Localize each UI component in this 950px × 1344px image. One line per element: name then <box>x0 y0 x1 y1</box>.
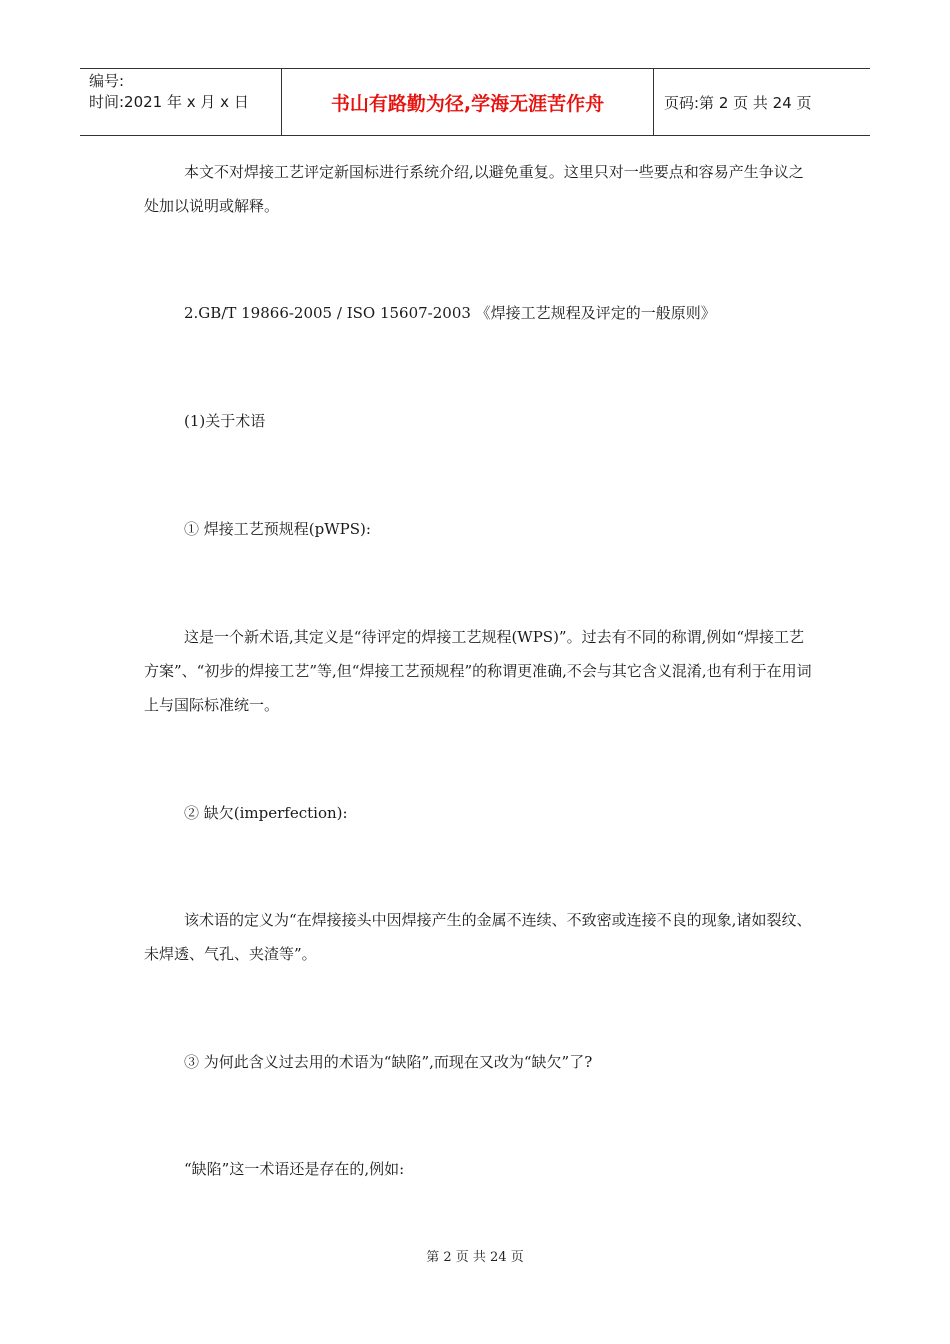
paragraph-pwps-definition: 这是一个新术语,其定义是“待评定的焊接工艺规程(WPS)”。过去有不同的称谓,例如“焊接工艺方案”、“初步的焊接工艺”等,但“焊接工艺预规程”的称谓更准确,不会与其它含义混淆,也有利于在用词上与国际标准统一。 <box>144 628 812 714</box>
page-header <box>80 68 870 136</box>
number-label: 编号: <box>89 72 125 90</box>
paragraph-intro: 本文不对焊接工艺评定新国标进行系统介绍,以避免重复。这里只对一些要点和容易产生争议之处加以说明或解释。 <box>144 163 804 215</box>
footer-page-number: 第 2 页 共 24 页 <box>426 1250 524 1265</box>
header-page-info: 页码:第 2 页 共 24 页 <box>664 93 812 112</box>
time-label: 时间:2021 年 x 月 x 日 <box>89 93 249 111</box>
paragraph-question: ③ 为何此含义过去用的术语为“缺陷”,而现在又改为“缺欠”了? <box>184 1053 593 1071</box>
header-motto: 书山有路勤为径,学海无涯苦作舟 <box>282 69 654 135</box>
page-footer <box>0 1246 950 1265</box>
paragraph-imperfection-heading: ② 缺欠(imperfection): <box>184 804 348 822</box>
paragraph-imperfection-definition: 该术语的定义为“在焊接接头中因焊接产生的金属不连续、不致密或连接不良的现象,诸如裂纹、未焊透、气孔、夹渣等”。 <box>144 911 812 963</box>
paragraph-defect-example: “缺陷”这一术语还是存在的,例如: <box>184 1160 405 1178</box>
paragraph-pwps-heading: ① 焊接工艺预规程(pWPS): <box>184 520 371 538</box>
paragraph-terms-heading: (1)关于术语 <box>184 412 266 430</box>
paragraph-standard-title: 2.GB/T 19866-2005 / ISO 15607-2003 《焊接工艺规程及评定的一般原则》 <box>184 304 716 322</box>
header-meta <box>80 69 282 135</box>
